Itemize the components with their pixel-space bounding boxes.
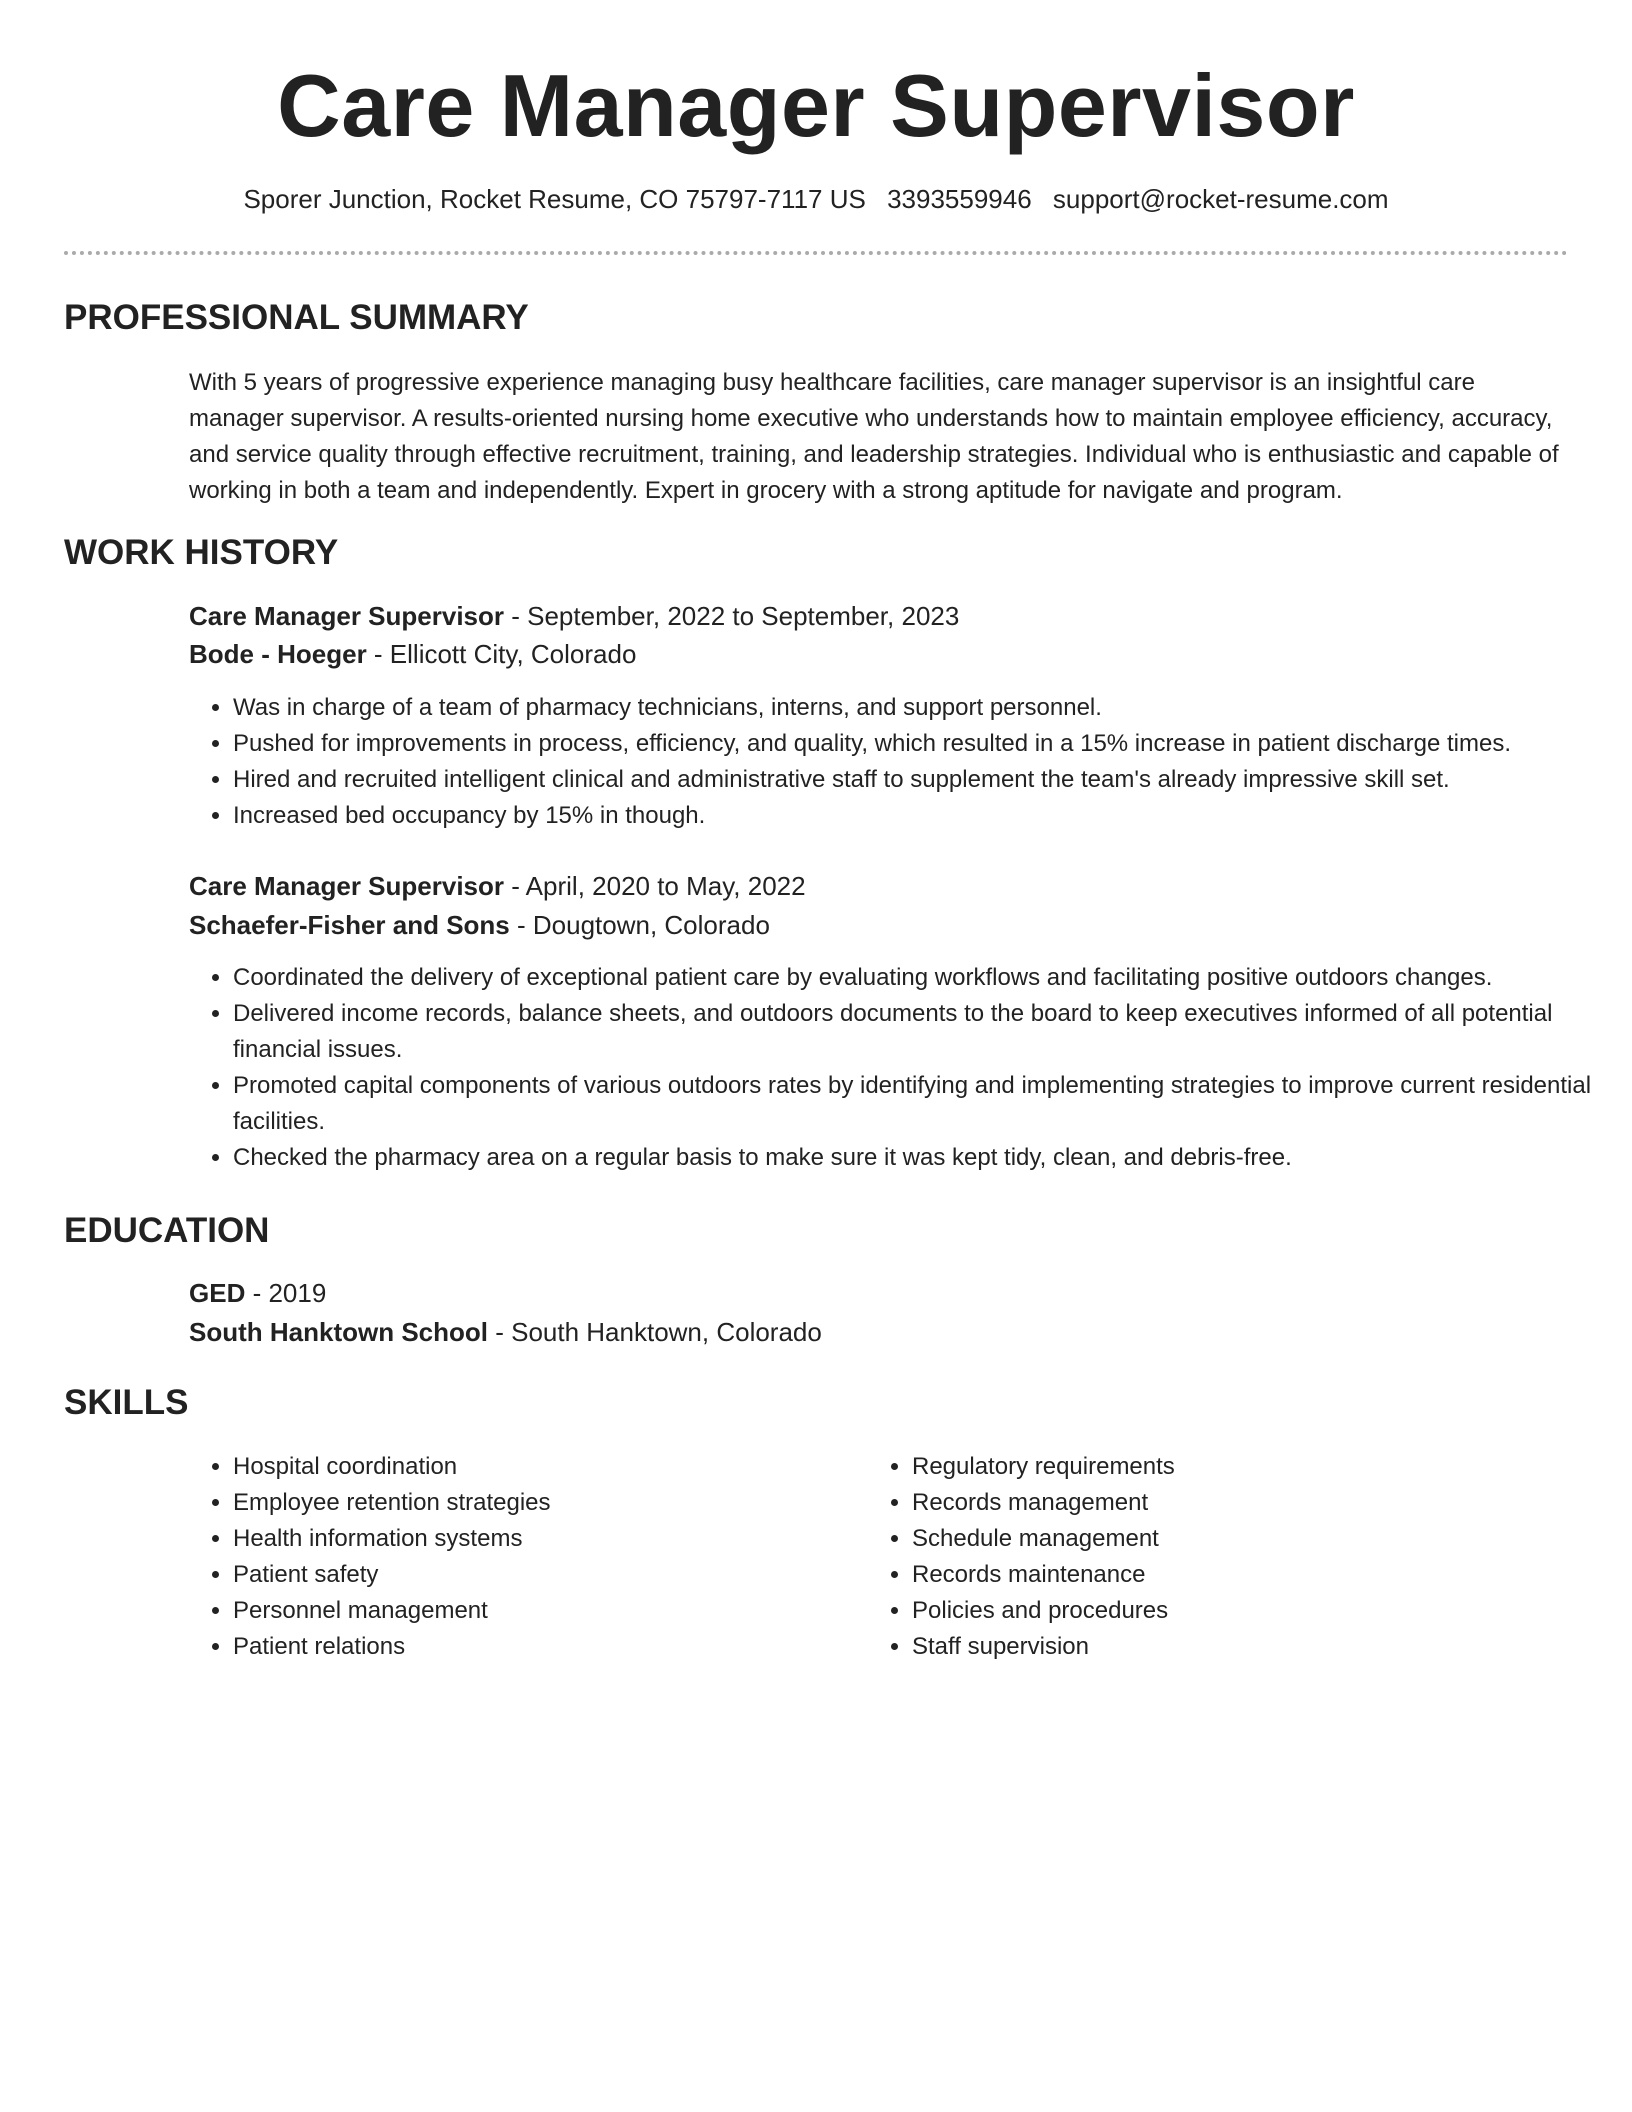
list-item: • Increased bed occupancy by 15% in though. [233, 798, 1623, 834]
job-2-title: Care Manager Supervisor [189, 871, 505, 901]
job-1-bullets [189, 690, 1623, 834]
job-2-bullets [189, 960, 1623, 1176]
skills-list-left [189, 1449, 873, 1665]
job-2-company-line [189, 908, 770, 942]
header-divider [64, 251, 1568, 255]
list-item: • Patient relations [233, 1629, 873, 1665]
skills-heading: SKILLS [64, 1383, 189, 1422]
job-2-title-line [189, 869, 806, 903]
education-school: South Hanktown School [189, 1317, 488, 1347]
list-item: • Policies and procedures [912, 1593, 1552, 1629]
job-1-location: - Ellicott City, Colorado [366, 639, 637, 669]
list-item: • Was in charge of a team of pharmacy technicians, interns, and support personnel. [233, 690, 1623, 726]
contact-line [0, 182, 1632, 216]
education-year: - 2019 [245, 1278, 327, 1308]
summary-heading: PROFESSIONAL SUMMARY [64, 298, 529, 337]
list-item: • Coordinated the delivery of exceptional patient care by evaluating workflows and facilitating positive outdoors changes. [233, 960, 1623, 996]
job-1-company-line [189, 637, 636, 671]
job-2-company: Schaefer-Fisher and Sons [189, 910, 510, 940]
list-item: • Staff supervision [912, 1629, 1552, 1665]
job-2-dates: - April, 2020 to May, 2022 [504, 871, 806, 901]
education-degree-line [189, 1276, 326, 1310]
list-item: • Pushed for improvements in process, efficiency, and quality, which resulted in a 15% increase in patient discharge times. [233, 726, 1623, 762]
job-1-title: Care Manager Supervisor [189, 601, 505, 631]
job-1-dates: - September, 2022 to September, 2023 [504, 601, 960, 631]
list-item: • Checked the pharmacy area on a regular basis to make sure it was kept tidy, clean, and debris-free. [233, 1140, 1623, 1176]
education-location: - South Hanktown, Colorado [488, 1317, 822, 1347]
list-item: • Personnel management [233, 1593, 873, 1629]
list-item: • Records maintenance [912, 1557, 1552, 1593]
contact-phone: 3393559946 [887, 184, 1032, 214]
list-item: • Patient safety [233, 1557, 873, 1593]
list-item: • Delivered income records, balance sheets, and outdoors documents to the board to keep executives informed of all potential financial issues. [233, 996, 1623, 1068]
skills-list-right [868, 1449, 1552, 1665]
list-item: • Health information systems [233, 1521, 873, 1557]
summary-text: With 5 years of progressive experience managing busy healthcare facilities, care manager supervisor is an insightful care manager supervisor. A results-oriented nursing home executive who understands how to maintain employee efficiency, accuracy, and service quality through effective recruitment, training, and leadership strategies. Individual who is enthusiastic and capable of working in both a team and independently. Expert in grocery with a strong aptitude for navigate and program. [189, 369, 1559, 504]
list-item: • Records management [912, 1485, 1552, 1521]
list-item: • Promoted capital components of various outdoors rates by identifying and implementing strategies to improve current residential facilities. [233, 1068, 1623, 1140]
education-degree: GED [189, 1278, 246, 1308]
candidate-name: Care Manager Supervisor [277, 56, 1355, 155]
job-1-title-line [189, 599, 959, 633]
list-item: • Employee retention strategies [233, 1485, 873, 1521]
list-item: • Hired and recruited intelligent clinical and administrative staff to supplement the team's already impressive skill set. [233, 762, 1623, 798]
list-item: • Schedule management [912, 1521, 1552, 1557]
work-history-heading: WORK HISTORY [64, 533, 339, 572]
list-item: • Hospital coordination [233, 1449, 873, 1485]
job-1-company: Bode - Hoeger [189, 639, 367, 669]
list-item: • Regulatory requirements [912, 1449, 1552, 1485]
job-2-location: - Dougtown, Colorado [509, 910, 770, 940]
contact-address: Sporer Junction, Rocket Resume, CO 75797-7117 US [243, 184, 866, 214]
contact-email: support@rocket-resume.com [1052, 184, 1389, 214]
education-school-line [189, 1315, 822, 1349]
education-heading: EDUCATION [64, 1211, 270, 1250]
